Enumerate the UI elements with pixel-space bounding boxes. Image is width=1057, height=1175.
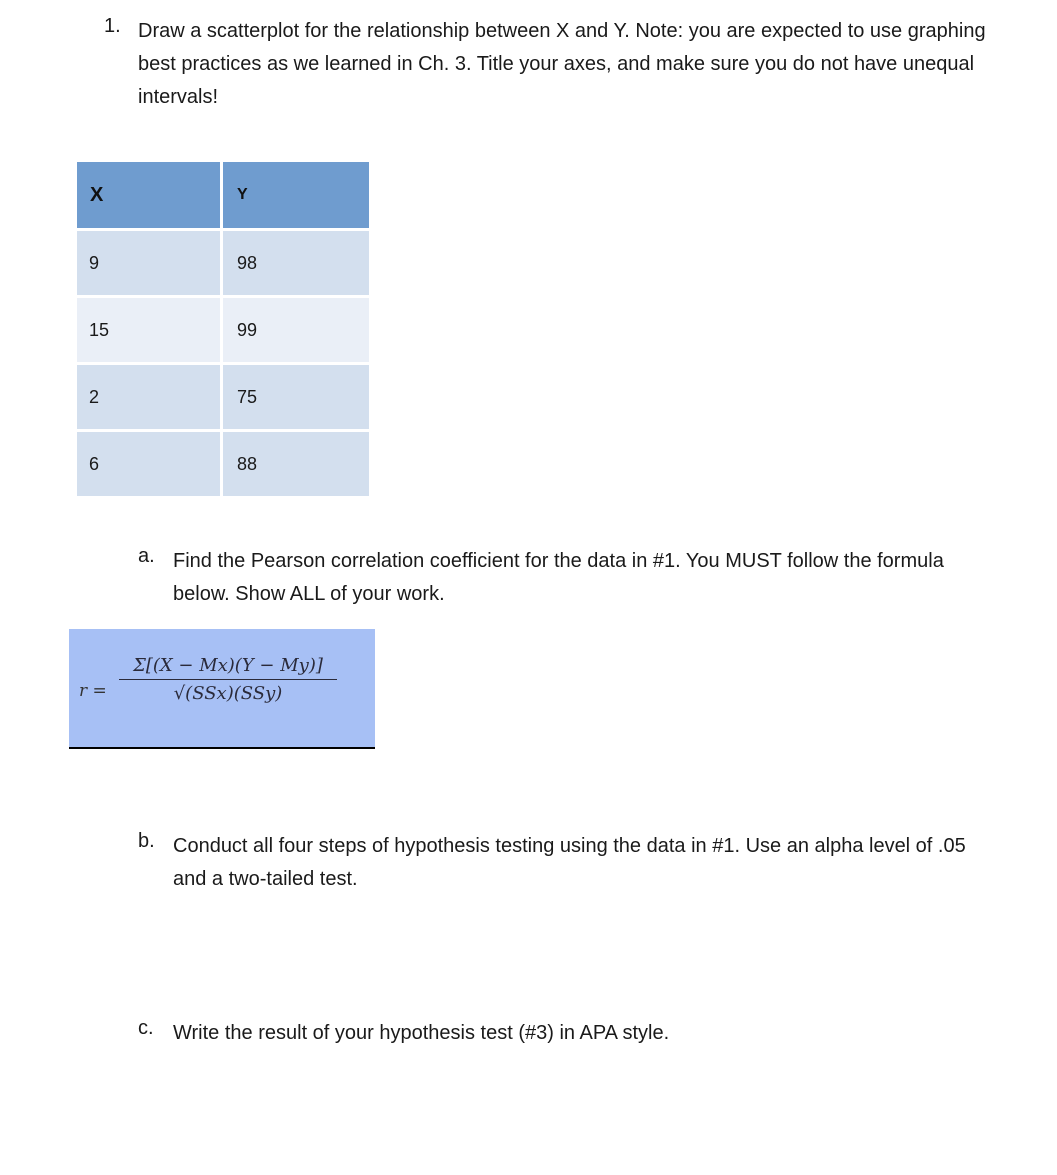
data-table xyxy=(77,162,369,496)
cell-y: 75 xyxy=(223,362,369,429)
part-c-label: c. xyxy=(138,1017,154,1039)
question-text: Draw a scatterplot for the relationship between X and Y. Note: you are expected to use graphing best practices as we learned in Ch. 3. Title your axes, and make sure you do not have unequal intervals! xyxy=(138,20,986,108)
table-row xyxy=(77,228,369,295)
table-row xyxy=(77,429,369,496)
column-header-x: X xyxy=(77,162,223,228)
part-c-text: Write the result of your hypothesis test (#3) in APA style. xyxy=(173,1022,670,1044)
table-row xyxy=(77,295,369,362)
formula-fraction xyxy=(119,655,337,704)
formula-box xyxy=(69,629,375,749)
table-row xyxy=(77,362,369,429)
part-b-text: Conduct all four steps of hypothesis testing using the data in #1. Use an alpha level of .05 and a two-tailed test. xyxy=(173,835,966,890)
cell-y: 98 xyxy=(223,228,369,295)
formula-denominator: √(SSx)(SSy) xyxy=(173,683,283,704)
part-a-label: a. xyxy=(138,545,155,567)
formula-numerator: Σ[(X − Mx)(Y − My)] xyxy=(119,655,337,680)
cell-x: 6 xyxy=(77,429,223,496)
column-header-y: Y xyxy=(223,162,369,228)
formula-lhs: r = xyxy=(79,681,107,701)
table-header-row xyxy=(77,162,369,228)
cell-x: 2 xyxy=(77,362,223,429)
part-b-label: b. xyxy=(138,830,155,852)
part-a-text: Find the Pearson correlation coefficient for the data in #1. You MUST follow the formula below. Show ALL of your work. xyxy=(173,550,944,605)
cell-x: 15 xyxy=(77,295,223,362)
cell-x: 9 xyxy=(77,228,223,295)
question-number: 1. xyxy=(104,15,121,37)
cell-y: 88 xyxy=(223,429,369,496)
cell-y: 99 xyxy=(223,295,369,362)
